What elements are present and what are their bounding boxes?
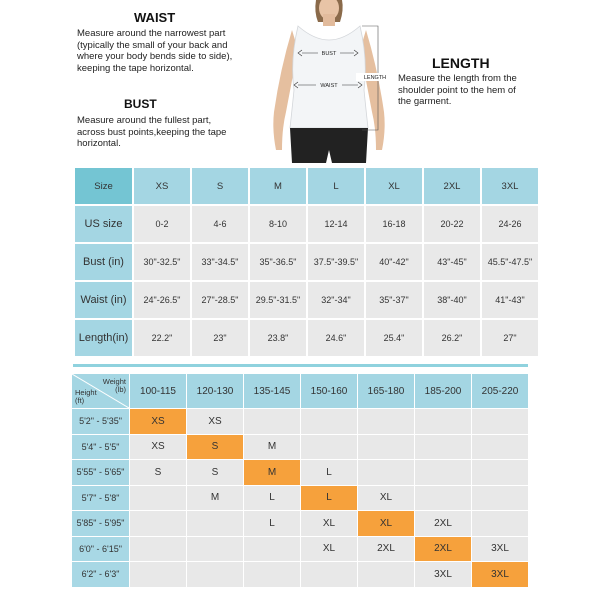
size-row	[75, 320, 538, 356]
fit-cell	[415, 435, 471, 460]
size-cell: 16-18	[366, 206, 422, 242]
size-cell: 22.2"	[134, 320, 190, 356]
length-title: LENGTH	[432, 55, 490, 71]
size-cell: 0-2	[134, 206, 190, 242]
fit-cell	[472, 511, 528, 536]
bust-title: BUST	[124, 97, 157, 111]
fit-row	[72, 562, 528, 587]
fit-cell	[130, 486, 186, 511]
size-header-cell: S	[192, 168, 248, 204]
fit-cell	[187, 562, 243, 587]
weight-header-cell: 100-115	[130, 374, 186, 408]
size-cell: 27"-28.5"	[192, 282, 248, 318]
size-row-label: Length(in)	[75, 320, 132, 356]
size-cell: 8-10	[250, 206, 306, 242]
size-cell: 45.5"-47.5"	[482, 244, 538, 280]
fit-cell	[358, 460, 414, 485]
figure-length-label: LENGTH	[363, 75, 387, 81]
size-row-label: US size	[75, 206, 132, 242]
height-row-label: 5'7" - 5'8"	[72, 486, 129, 511]
fit-cell: XL	[358, 486, 414, 511]
weight-header-cell: 120-130	[187, 374, 243, 408]
fit-row	[72, 486, 528, 511]
size-cell: 27"	[482, 320, 538, 356]
height-row-label: 6'2" - 6'3"	[72, 562, 129, 587]
fit-cell: 2XL	[415, 511, 471, 536]
weight-header-cell: 185-200	[415, 374, 471, 408]
size-row-label: Waist (in)	[75, 282, 132, 318]
weight-header-cell: 150-160	[301, 374, 357, 408]
size-header-cell: XS	[134, 168, 190, 204]
size-cell: 35"-37"	[366, 282, 422, 318]
section-divider	[73, 364, 528, 367]
fit-cell	[130, 537, 186, 562]
fit-cell: M	[244, 435, 300, 460]
fit-cell	[244, 562, 300, 587]
weight-axis-label: Weight (lb)	[102, 377, 126, 394]
fit-cell	[358, 409, 414, 434]
fit-cell	[472, 409, 528, 434]
length-description: Measure the length from the shoulder point to the hem of the garment.	[398, 73, 517, 107]
fit-row	[72, 511, 528, 536]
size-cell: 33"-34.5"	[192, 244, 248, 280]
weight-header-cell: 205-220	[472, 374, 528, 408]
size-cell: 32"-34"	[308, 282, 364, 318]
size-row-label: Bust (in)	[75, 244, 132, 280]
size-cell: 4-6	[192, 206, 248, 242]
size-cell: 38"-40"	[424, 282, 480, 318]
fit-cell-recommended: XS	[130, 409, 186, 434]
fit-cell	[301, 435, 357, 460]
size-cell: 35"-36.5"	[250, 244, 306, 280]
size-cell: 24-26	[482, 206, 538, 242]
fit-cell: XL	[301, 511, 357, 536]
fit-row	[72, 537, 528, 562]
fit-cell: XS	[130, 435, 186, 460]
fit-cell-recommended: M	[244, 460, 300, 485]
fit-cell	[130, 562, 186, 587]
height-row-label: 5'2" - 5'35"	[72, 409, 129, 434]
fit-cell	[130, 511, 186, 536]
fit-header-row	[72, 374, 528, 408]
fit-cell: L	[244, 486, 300, 511]
model-figure	[258, 0, 398, 163]
fit-cell-recommended: 3XL	[472, 562, 528, 587]
fit-cell	[415, 460, 471, 485]
fit-cell-recommended: L	[301, 486, 357, 511]
fit-cell	[415, 486, 471, 511]
weight-header-cell: 135-145	[244, 374, 300, 408]
fit-row	[72, 435, 528, 460]
size-cell: 26.2"	[424, 320, 480, 356]
size-cell: 40"-42"	[366, 244, 422, 280]
weight-header-cell: 165-180	[358, 374, 414, 408]
fit-cell: XS	[187, 409, 243, 434]
fit-corner-cell	[72, 374, 129, 408]
height-row-label: 6'0" - 6'15"	[72, 537, 129, 562]
fit-cell: 2XL	[358, 537, 414, 562]
size-row	[75, 206, 538, 242]
size-cell: 23.8"	[250, 320, 306, 356]
fit-cell: XL	[301, 537, 357, 562]
size-cell: 24"-26.5"	[134, 282, 190, 318]
fit-cell	[244, 409, 300, 434]
fit-row	[72, 460, 528, 485]
fit-row	[72, 409, 528, 434]
size-header-cell: L	[308, 168, 364, 204]
fit-cell-recommended: S	[187, 435, 243, 460]
bust-description: Measure around the fullest part, across bust points,keeping the tape horizontal.	[77, 115, 227, 149]
height-row-label: 5'55" - 5'65"	[72, 460, 129, 485]
height-row-label: 5'4" - 5'5"	[72, 435, 129, 460]
size-cell: 43"-45"	[424, 244, 480, 280]
fit-cell	[358, 435, 414, 460]
size-row	[75, 168, 538, 204]
fit-cell: M	[187, 486, 243, 511]
fit-cell	[472, 460, 528, 485]
fit-cell	[244, 537, 300, 562]
size-header-cell: 2XL	[424, 168, 480, 204]
fit-cell	[472, 435, 528, 460]
size-row-label: Size	[75, 168, 132, 204]
height-row-label: 5'85" - 5'95"	[72, 511, 129, 536]
waist-title: WAIST	[134, 10, 176, 25]
fit-cell	[301, 409, 357, 434]
fit-cell	[358, 562, 414, 587]
fit-cell: S	[187, 460, 243, 485]
fit-cell: S	[130, 460, 186, 485]
fit-cell: 3XL	[472, 537, 528, 562]
fit-cell	[187, 537, 243, 562]
fit-cell: L	[244, 511, 300, 536]
fit-cell: 3XL	[415, 562, 471, 587]
fit-cell	[415, 409, 471, 434]
figure-waist-label: WAIST	[320, 83, 338, 89]
size-cell: 25.4"	[366, 320, 422, 356]
size-header-cell: 3XL	[482, 168, 538, 204]
size-cell: 20-22	[424, 206, 480, 242]
size-cell: 23"	[192, 320, 248, 356]
size-cell: 30"-32.5"	[134, 244, 190, 280]
size-header-cell: M	[250, 168, 306, 204]
fit-cell	[472, 486, 528, 511]
size-row	[75, 282, 538, 318]
size-cell: 37.5"-39.5"	[308, 244, 364, 280]
fit-cell	[301, 562, 357, 587]
size-row	[75, 244, 538, 280]
size-cell: 29.5"-31.5"	[250, 282, 306, 318]
fit-cell	[187, 511, 243, 536]
height-axis-label: Height (ft)	[75, 388, 97, 405]
size-cell: 12-14	[308, 206, 364, 242]
size-header-cell: XL	[366, 168, 422, 204]
figure-bust-label: BUST	[321, 51, 337, 57]
size-chart-table	[73, 166, 540, 358]
fit-cell-recommended: 2XL	[415, 537, 471, 562]
fit-cell-recommended: XL	[358, 511, 414, 536]
fit-cell: L	[301, 460, 357, 485]
size-cell: 41"-43"	[482, 282, 538, 318]
size-cell: 24.6"	[308, 320, 364, 356]
fit-chart-table	[71, 373, 529, 588]
waist-description: Measure around the narrowest part (typically the small of your back and where your body bends side to side), keeping the tape horizontal.	[77, 28, 233, 74]
